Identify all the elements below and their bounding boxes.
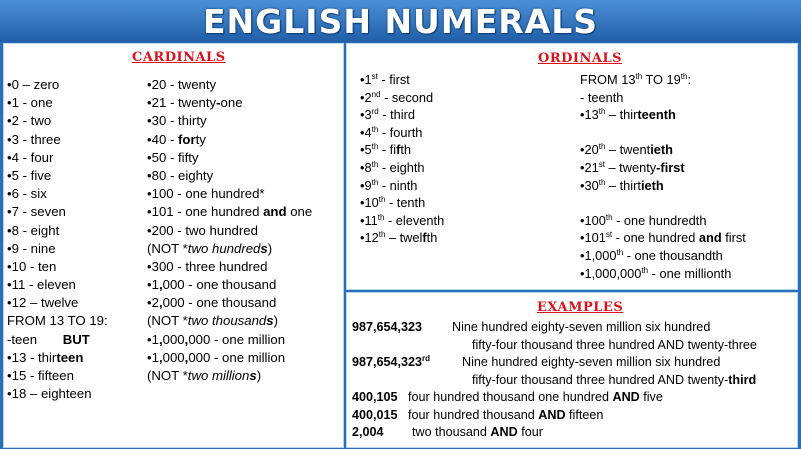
example-words [412,424,543,441]
cardinal-item [7,258,108,276]
text-segment: ) [267,240,273,256]
ordinal-item [580,229,746,247]
text-segment: st [598,159,605,169]
text-segment: •5 [360,142,372,158]
text-segment: - eleventh [384,212,445,228]
text-segment: - first [377,72,410,87]
text-segment: – thirt [605,177,641,193]
ordinal-item [360,124,444,142]
text-segment: rd [371,107,379,117]
text-segment: s [260,240,268,256]
ordinals-col-1 [360,71,444,247]
ordinal-item [580,159,746,177]
cardinal-item [7,312,108,330]
text-segment: th [641,265,649,275]
cardinal-item [7,367,108,385]
example-words [408,389,663,406]
text-segment: , [158,349,163,365]
text-segment: -teen [7,331,63,347]
cardinal-item [147,203,312,221]
example-words [452,319,710,336]
text-segment: 400,015 [352,407,398,422]
text-segment: – twenty [604,159,657,175]
text-segment: •101 [580,230,606,246]
text-segment: 400,105 [352,390,398,404]
text-segment: 000 [162,331,185,347]
text-segment: s [249,368,257,383]
ordinal-item [580,141,746,159]
title-banner [0,0,801,42]
text-segment: 987,654,323 [352,320,423,334]
text-segment: ieth [650,142,673,158]
ordinals-col-2 [580,71,746,282]
cardinal-item [147,112,312,130]
cardinal-item [147,222,312,240]
cardinal-item [147,185,312,203]
text-segment: four [517,425,543,439]
text-segment: - fourth [378,124,423,140]
text-segment: four hundred thousand [408,407,539,422]
text-segment: – twent [605,142,651,158]
text-segment: •4 [360,124,372,140]
text-segment: •11 [360,212,378,228]
text-segment: •9 [360,177,372,193]
example-words [462,354,720,371]
text-segment: first [721,230,746,246]
cardinal-item [147,167,312,185]
text-segment: AND [538,407,566,422]
text-segment: Nine hundred eighty-seven million six hundred [462,355,721,369]
text-segment: TO 19 [642,72,681,87]
text-segment: •100 [580,212,606,228]
cardinal-item [7,385,108,403]
page-title: ENGLISH NUMERALS [203,2,598,41]
cardinal-item [147,149,312,167]
text-segment: th [598,142,606,152]
text-segment: two hundred [187,240,261,256]
cardinal-item [7,149,108,167]
cardinal-item [147,312,312,330]
text-segment: : [687,72,692,87]
ordinal-item [360,229,444,247]
text-segment: •2 - two [7,113,52,129]
cardinal-item [147,94,312,112]
text-segment: - teenth [580,89,624,105]
text-segment: 000 - one thousand [162,295,277,311]
cardinal-item [7,331,108,349]
text-segment: – twel [385,230,423,246]
text-segment: five [639,390,663,404]
text-segment: f [422,230,427,246]
text-segment: teenth [637,107,676,123]
cardinal-item [147,76,312,94]
text-segment: FROM 13 TO 19: [7,313,108,329]
text-segment: - eighth [378,159,425,175]
text-segment: th [371,142,379,152]
text-segment: •4 - four [7,149,54,165]
text-segment: •11 - eleven [7,277,76,293]
text-segment: - one millionth [648,265,732,281]
text-segment: th [378,195,386,205]
text-segment: - tenth [385,195,426,211]
cardinal-item [7,131,108,149]
ordinal-item [360,177,444,195]
text-segment: •1 - one [7,95,53,111]
example-number [352,354,430,371]
text-segment: st [371,72,378,81]
text-segment: 000 - one thousand [162,277,277,293]
text-segment: , [184,331,189,347]
text-segment: Nine hundred eighty-seven million six hundred [452,320,711,334]
cardinal-item [7,76,108,94]
text-segment: BUT [62,331,90,347]
examples-heading: EXAMPLES [537,300,624,315]
text-segment: and [698,230,722,246]
text-segment: one [220,95,243,111]
text-segment: teen [56,349,84,365]
text-segment: •21 - twenty [147,95,217,111]
cardinal-item [7,349,108,367]
text-segment: - second [380,89,434,105]
cardinal-item [147,276,312,294]
example-words [472,372,756,389]
text-segment: •50 - fifty [147,149,199,165]
ordinal-item [360,212,444,230]
text-segment: f [396,142,401,158]
text-segment: – thir [605,107,638,123]
text-segment: - fi [378,142,397,158]
text-segment: •12 – twelve [7,295,79,311]
text-segment: and [263,204,287,220]
text-segment: th [598,107,606,117]
text-segment: for [178,131,196,147]
text-segment: two thousand [187,313,267,329]
cardinal-item [147,258,312,276]
example-number [352,407,398,424]
text-segment: •6 - six [7,186,47,202]
text-segment: •8 - eight [7,222,60,238]
text-segment: 2,004 [352,425,384,439]
text-segment: •30 - thirty [147,113,207,129]
ordinal-item [360,194,444,212]
text-segment: ieth [640,177,664,193]
text-segment: •2 [360,89,372,105]
text-segment: th [378,230,386,240]
text-segment: 987,654,323 [352,355,423,369]
ordinal-item [360,89,444,107]
text-segment: (NOT * [147,240,188,256]
cardinals-col-2 [147,76,312,385]
text-segment: •1,000 [580,247,617,263]
ordinal-item [580,89,746,107]
example-number [352,319,422,336]
text-segment: th [377,212,385,222]
cardinal-item [147,240,312,258]
example-number [352,389,398,406]
ordinal-item [360,159,444,177]
text-segment: •20 - twenty [147,77,217,92]
text-segment: st [605,230,613,240]
text-segment: th [598,177,606,187]
text-segment: s [266,313,274,329]
ordinal-item [580,194,746,212]
text-segment: •21 [580,159,599,175]
text-segment: 000 - one million [188,331,286,347]
text-segment: one [286,204,313,220]
text-segment: •20 [580,142,599,158]
text-segment: •12 [360,230,379,246]
cardinals-heading: CARDINALS [132,50,226,65]
text-segment: - one hundredth [612,212,707,228]
text-segment: nd [371,89,381,99]
text-segment: •1 [360,72,372,87]
ordinal-item [360,106,444,124]
text-segment: •9 - nine [7,240,56,256]
text-segment: •200 - two hundred [147,222,258,238]
text-segment: (NOT * [147,313,188,329]
text-segment: •3 - three [7,131,61,147]
text-segment: fifty-four thousand three hundred AND twenty-three [472,337,757,352]
ordinal-item [580,124,746,142]
text-segment: - ninth [378,177,418,193]
text-segment: •15 - fifteen [7,368,74,383]
text-segment: rd [422,354,431,363]
ordinal-item [580,247,746,265]
text-segment: two million [187,368,250,383]
cardinal-item [147,294,312,312]
text-segment: - [216,95,221,111]
text-segment: •8 [360,159,372,175]
text-segment: •2 [147,295,159,311]
text-segment: •80 - eighty [147,167,214,183]
text-segment: th [605,212,613,222]
text-segment: th [371,177,379,187]
text-segment: , [158,331,163,347]
cardinal-item [7,203,108,221]
text-segment: ty [195,131,206,147]
ordinal-item [580,265,746,283]
text-segment: , [184,349,189,365]
cardinal-item [147,131,312,149]
text-segment: •10 - ten [7,258,57,274]
text-segment: fifty-four thousand three hundred AND twenty- [472,372,729,387]
cardinal-item [7,240,108,258]
cardinals-panel [3,43,344,448]
text-segment: •40 - [147,131,179,147]
cardinal-item [7,167,108,185]
cardinal-item [7,222,108,240]
text-segment: AND [612,390,640,404]
ordinal-item [580,71,746,89]
text-segment: third [728,372,757,387]
cardinal-item [7,276,108,294]
text-segment: •3 [360,107,372,123]
ordinals-heading: ORDINALS [538,51,622,66]
text-segment: 000 - one million [188,349,286,365]
text-segment: •30 [580,177,599,193]
ordinal-item [580,106,746,124]
ordinal-item [360,71,444,89]
cardinal-item [147,367,312,385]
text-segment: •100 - one hundred* [147,186,265,202]
example-number [352,424,384,441]
cardinal-item [147,331,312,349]
text-segment: •0 – zero [7,77,60,92]
text-segment: th [616,247,624,257]
ordinal-item [580,212,746,230]
text-segment: (NOT * [147,368,188,383]
text-segment: - third [378,107,416,123]
cardinals-col-1 [7,76,108,403]
cardinal-item [7,294,108,312]
text-segment: , [158,295,163,311]
text-segment: th [680,72,688,81]
text-segment: , [158,277,163,293]
ordinal-item [580,177,746,195]
text-segment: th [400,142,412,158]
text-segment: •7 - seven [7,204,66,220]
text-segment: 000 [162,349,185,365]
example-words [408,407,603,424]
text-segment: - one hundred [612,230,699,246]
text-segment: •1 [147,331,159,347]
text-segment: •1 [147,349,159,365]
example-words [472,337,757,354]
text-segment: ) [273,313,278,329]
text-segment: FROM 13 [580,72,636,87]
text-segment: AND [490,425,518,439]
cardinal-item [147,349,312,367]
text-segment: •13 [580,107,599,123]
ordinal-item [360,141,444,159]
cardinal-item [7,185,108,203]
text-segment: •18 – eighteen [7,386,92,402]
text-segment: -first [656,159,685,175]
text-segment: •5 - five [7,167,52,183]
text-segment: •10 [360,195,379,211]
text-segment: •300 - three hundred [147,258,268,274]
text-segment: •1,000,000 [580,265,642,281]
text-segment: fifteen [565,407,604,422]
text-segment: four hundred thousand one hundred [408,390,613,404]
cardinal-item [7,112,108,130]
text-segment: th [371,124,379,134]
cardinal-item [7,94,108,112]
text-segment: •1 [147,277,159,293]
examples-panel [346,292,798,448]
text-segment: •13 - thir [7,349,57,365]
ordinals-panel [346,43,798,290]
text-segment: two thousand [412,425,491,439]
text-segment: th [371,159,379,169]
text-segment: th [426,230,438,246]
text-segment: - one thousandth [623,247,723,263]
text-segment: •101 - one hundred [147,204,264,220]
text-segment: th [635,72,643,81]
text-segment: ) [256,368,262,383]
